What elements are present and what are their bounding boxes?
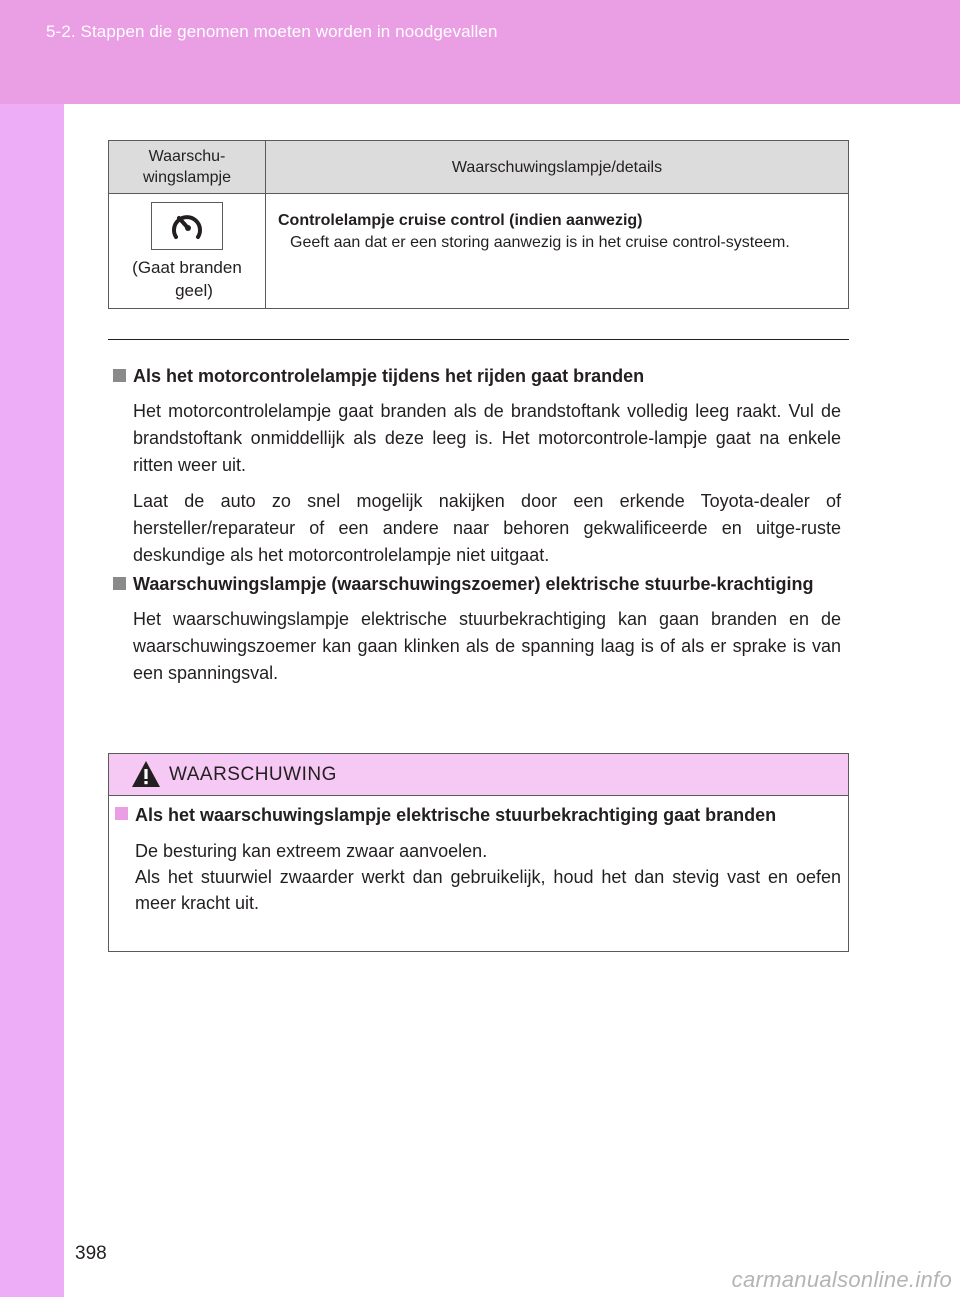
section-divider [108,339,849,340]
lamp-caption [109,256,265,302]
page-number: 398 [75,1243,107,1264]
table-header-row [109,141,849,194]
bullet-square-icon [113,577,126,590]
section-engine-lamp [113,364,841,569]
section-heading-text: Waarschuwingslampje (waarschuwingszoemer) elektrische stuurbe-krachtiging [133,574,814,594]
warning-text [115,838,841,916]
warning-line: De besturing kan extreem zwaar aanvoelen. [135,841,488,861]
paragraph: Het motorcontrolelampje gaat branden als de brandstoftank volledig leeg raakt. Vul de brandstoftank onmiddellijk als deze leeg is. Het motorcontrole-lampje gaat na enkele ritten weer uit. [133,401,841,475]
column-header-lamp-line1: Waarschu- [148,148,226,165]
lamp-cell [109,194,266,309]
warning-body [115,802,841,916]
section-heading-text: Als het motorcontrolelampje tijdens het rijden gaat branden [133,366,645,386]
bullet-square-icon [113,369,126,382]
column-header-lamp-line2: wingslampje [142,169,232,186]
bullet-square-icon [115,807,128,820]
warning-triangle-icon [131,760,161,788]
warning-title: WAARSCHUWING [169,764,337,785]
details-cell [266,194,849,309]
warning-lamp-table [108,140,849,309]
header-bar [0,0,960,104]
section-heading [113,364,841,389]
paragraph: Laat de auto zo snel mogelijk nakijken door een erkende Toyota-dealer of hersteller/reparateur of een andere naar behoren gekwalificeerde en uitge-ruste deskundige als het motorcontrolelampje niet uitgaat. [133,491,841,565]
warning-header [109,754,848,796]
table-row [109,194,849,309]
column-header-details: Waarschuwingslampje/details [266,141,849,194]
warning-box [108,753,849,952]
column-header-lamp [109,141,266,194]
lamp-caption-line2: geel) [175,281,213,300]
lamp-icon-box [151,202,223,250]
lamp-caption-line1: (Gaat branden [132,258,242,277]
lamp-title: Controlelampje cruise control (indien aanwezig) [278,212,643,229]
section-heading [113,572,841,597]
watermark: carmanualsonline.info [731,1267,952,1292]
breadcrumb: 5-2. Stappen die genomen moeten worden in noodgevallen [46,22,498,41]
warning-heading-text: Als het waarschuwingslampje elektrische stuurbekrachtiging gaat branden [135,805,777,825]
paragraph: Het waarschuwingslampje elektrische stuurbekrachtiging kan gaan branden en de waarschuwingszoemer kan gaan klinken als de spanning laag is of als er sprake is van een spanningsval. [133,609,841,683]
warning-heading [115,802,841,828]
section-power-steering [113,572,841,687]
cruise-control-gauge-icon [169,209,205,243]
lamp-description: Geeft aan dat er een storing aanwezig is in het cruise control-systeem. [290,234,790,251]
warning-line: Als het stuurwiel zwaarder werkt dan gebruikelijk, houd het dan stevig vast en oefen meer kracht uit. [135,867,841,913]
side-band [0,0,64,1297]
